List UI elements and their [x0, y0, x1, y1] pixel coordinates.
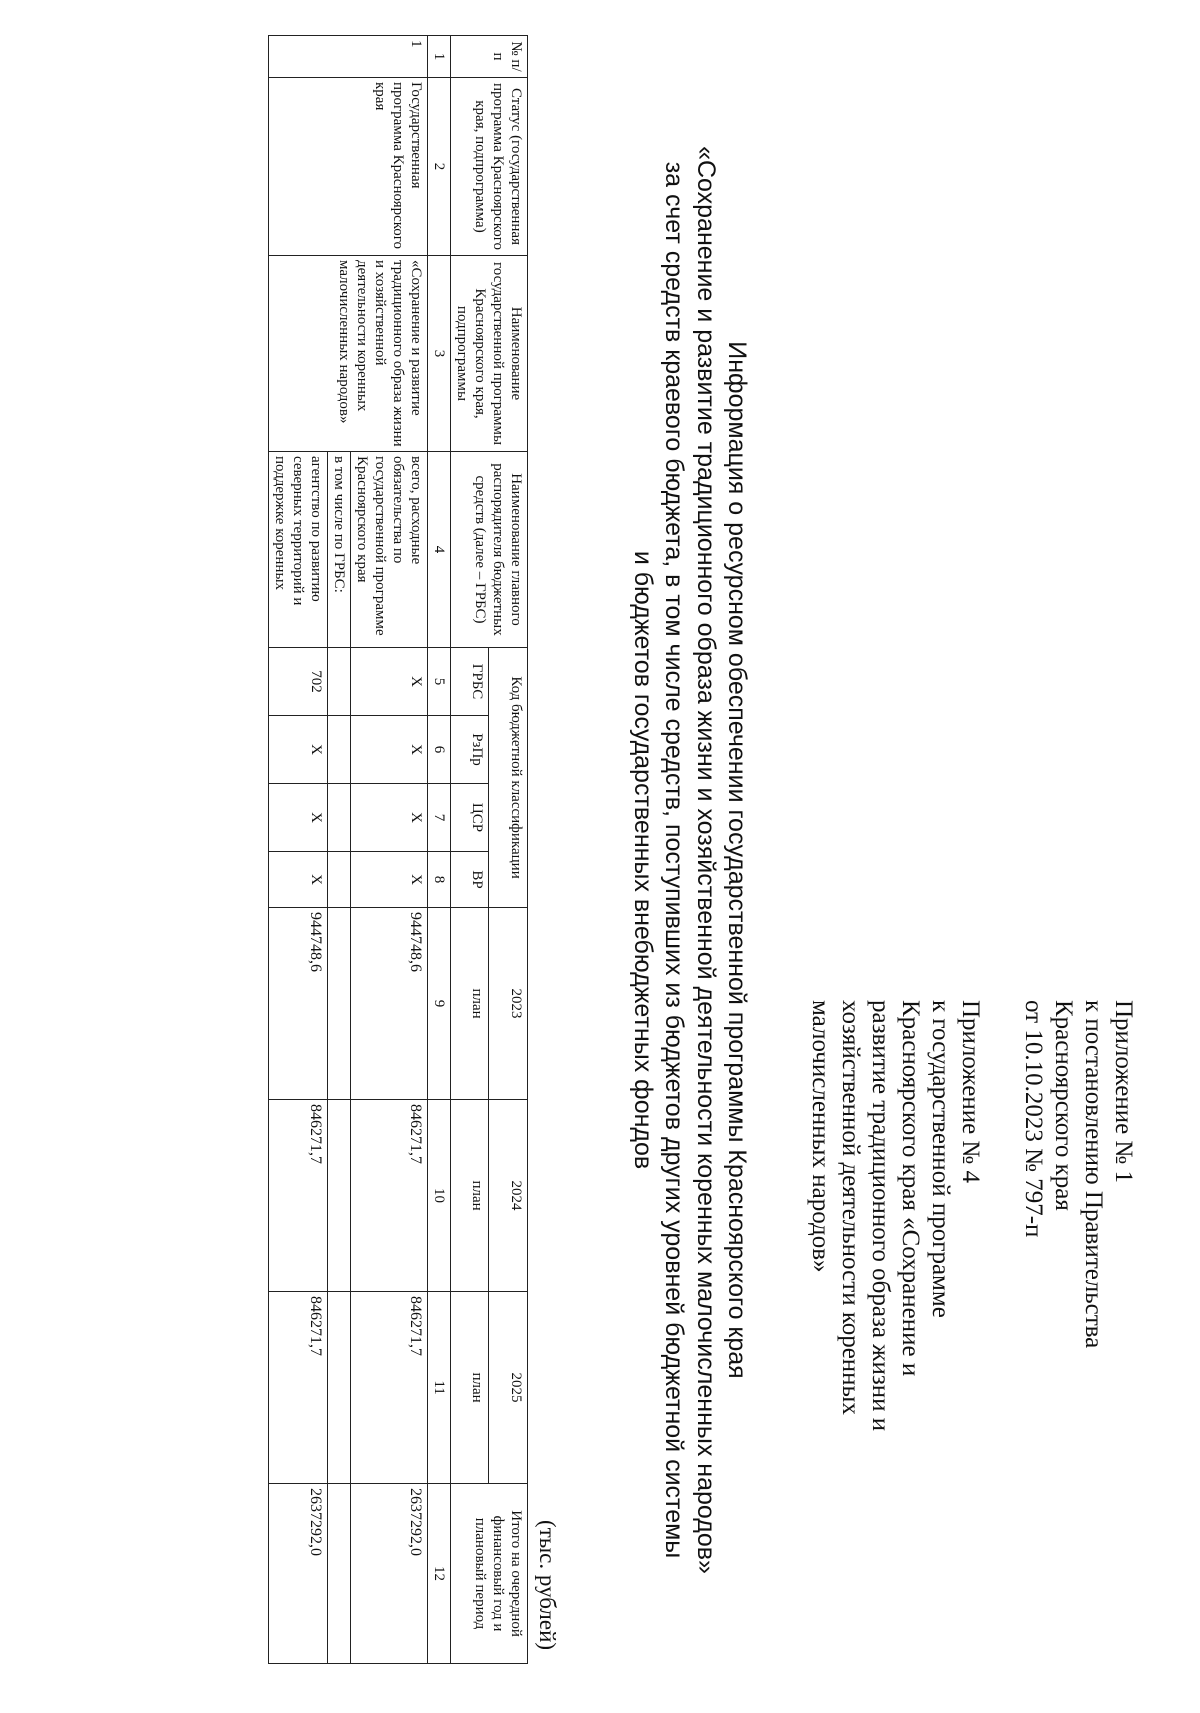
empty-cell [328, 716, 351, 784]
column-number: 12 [428, 1484, 451, 1664]
row-value-2025: 846271,7 [351, 1292, 428, 1484]
empty-cell [328, 1100, 351, 1292]
title-line: Информация о ресурсном обеспечении государственной программы Красноярского края [723, 341, 751, 1379]
appendix-1-block [1018, 1000, 1138, 1640]
column-number: 8 [428, 852, 451, 908]
header-row [489, 36, 528, 1664]
header-total: Итого на очередной финансовый год и плановый период [451, 1484, 528, 1664]
empty-cell [328, 852, 351, 908]
empty-cell [328, 648, 351, 716]
empty-cell [328, 784, 351, 852]
header-code-group: Код бюджетной классификации [489, 648, 528, 908]
header-plan-2025: план [451, 1292, 490, 1484]
column-number: 1 [428, 36, 451, 78]
appendix-1-line: Приложение № 1 [1110, 1000, 1137, 1184]
table-row-total [351, 36, 428, 1664]
column-number: 5 [428, 648, 451, 716]
appendix-4-line: к государственной программе [927, 1000, 954, 1318]
row-status: Государственная программа Красноярского края [269, 78, 428, 256]
header-program-name: Наименование государственной программы Красноярского края, подпрограммы [451, 256, 528, 452]
empty-cell [328, 1292, 351, 1484]
column-number: 10 [428, 1100, 451, 1292]
appendix-1-line: к постановлению Правительства [1080, 1000, 1107, 1349]
column-number: 6 [428, 716, 451, 784]
empty-cell [328, 1484, 351, 1664]
header-plan-2023: план [451, 908, 490, 1100]
appendix-4-block [805, 1000, 985, 1640]
header-status: Статус (государственная программа Красноярского края, подпрограмма) [451, 78, 528, 256]
row-csr-code: Х [269, 784, 328, 852]
row-value-2025: 846271,7 [269, 1292, 328, 1484]
row-value-2023: 944748,6 [269, 908, 328, 1100]
title-line: за счет средств краевого бюджета, в том числе средств, поступивших из бюджетов других уровней бюджетной системы [660, 161, 689, 1559]
row-vr-code: Х [351, 852, 428, 908]
row-grbs-name: всего, расходные обязательства по государственной программе Красноярского края [351, 452, 428, 648]
row-program-name: «Сохранение и развитие традиционного образа жизни и хозяйственной деятельности коренных малочисленных народов» [269, 256, 428, 452]
appendix-1-line: от 10.10.2023 № 797-п [1020, 1000, 1047, 1238]
row-rzpr-code: Х [269, 716, 328, 784]
appendix-4-line: Красноярского края «Сохранение и [897, 1000, 924, 1377]
header-vr: ВР [451, 852, 490, 908]
row-rzpr-code: Х [351, 716, 428, 784]
column-number: 11 [428, 1292, 451, 1484]
header-rzpr: РзПр [451, 716, 490, 784]
header-year-2025: 2025 [489, 1292, 528, 1484]
column-number-row [428, 36, 451, 1664]
column-number: 3 [428, 256, 451, 452]
row-value-2024: 846271,7 [351, 1100, 428, 1292]
header-year-2023: 2023 [489, 908, 528, 1100]
row-value-total: 2637292,0 [351, 1484, 428, 1664]
column-number: 4 [428, 452, 451, 648]
appendix-4-line: Приложение № 4 [957, 1000, 984, 1184]
row-value-2023: 944748,6 [351, 908, 428, 1100]
row-grbs-code: Х [351, 648, 428, 716]
column-number: 7 [428, 784, 451, 852]
header-plan-2024: план [451, 1100, 490, 1292]
header-num: № п/п [451, 36, 528, 78]
empty-cell [328, 908, 351, 1100]
column-number: 2 [428, 78, 451, 256]
appendix-1-line: Красноярского края [1050, 1000, 1077, 1211]
units-label: (тыс. рублей) [535, 1520, 560, 1651]
row-grbs-name: агентство по развитию северных территорий и поддержке коренных [269, 452, 328, 648]
row-num: 1 [269, 36, 428, 78]
row-value-2024: 846271,7 [269, 1100, 328, 1292]
header-year-2024: 2024 [489, 1100, 528, 1292]
header-grbs-name: Наименование главного распорядителя бюджетных средств (далее – ГРБС) [451, 452, 528, 648]
row-csr-code: Х [351, 784, 428, 852]
appendix-4-line: развитие традиционного образа жизни и [867, 1000, 894, 1432]
header-csr: ЦСР [451, 784, 490, 852]
header-grbs: ГРБС [451, 648, 490, 716]
appendix-4-line: хозяйственной деятельности коренных [837, 1000, 864, 1415]
including-label: в том числе по ГРБС: [328, 452, 351, 648]
resource-table [268, 35, 528, 1664]
column-number: 9 [428, 908, 451, 1100]
row-grbs-code: 702 [269, 648, 328, 716]
document-title [627, 60, 752, 1660]
row-value-total: 2637292,0 [269, 1484, 328, 1664]
title-line: «Сохранение и развитие традиционного образа жизни и хозяйственной деятельности коренных малочисленных народов» [691, 146, 720, 1574]
title-line: и бюджетов государственных внебюджетных фондов [629, 550, 658, 1170]
row-vr-code: Х [269, 852, 328, 908]
appendix-4-line: малочисленных народов» [807, 1000, 834, 1273]
